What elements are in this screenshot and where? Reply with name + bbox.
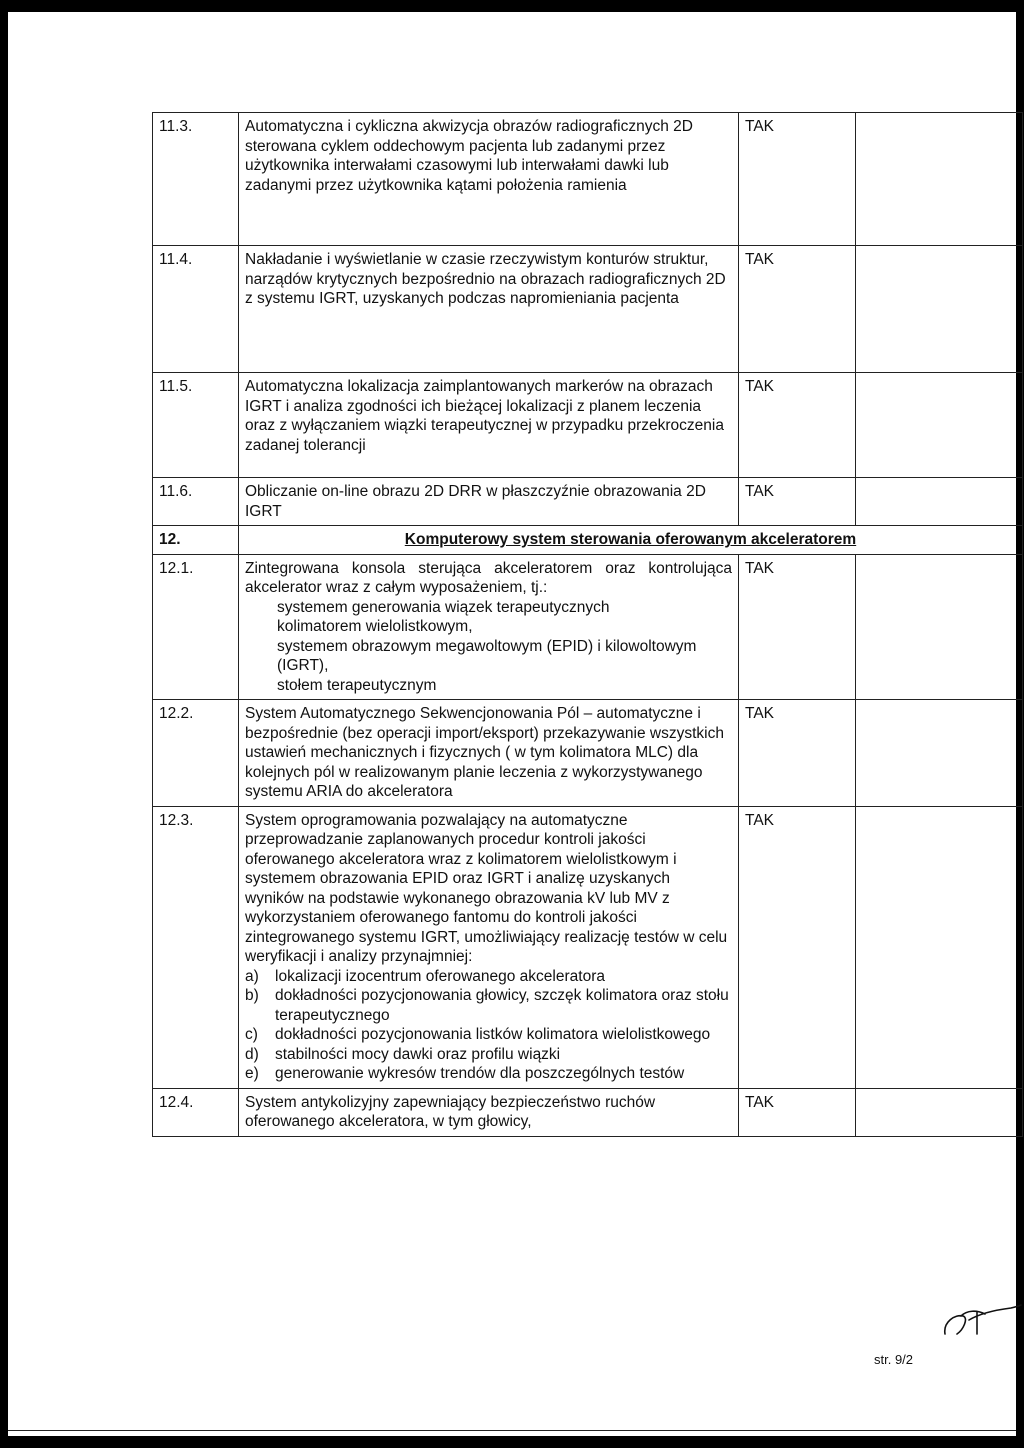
list-item-text: stabilności mocy dawki oraz profilu wiązki bbox=[275, 1045, 561, 1063]
row-value: TAK bbox=[739, 1088, 856, 1136]
table-row bbox=[153, 113, 1023, 246]
list-item bbox=[245, 1064, 732, 1084]
list-item: kolimatorem wielolistkowym, bbox=[277, 618, 473, 635]
list-item: systemem generowania wiązek terapeutycznych bbox=[277, 598, 610, 616]
row-number: 12.1. bbox=[153, 554, 239, 700]
row-value: TAK bbox=[739, 373, 856, 478]
table-row bbox=[153, 806, 1023, 1088]
row-empty-cell bbox=[856, 478, 1023, 526]
list-item bbox=[245, 1025, 732, 1045]
row-empty-cell bbox=[856, 246, 1023, 373]
specification-table bbox=[152, 112, 1023, 1137]
component-list bbox=[245, 598, 732, 696]
list-item-text: lokalizacji izocentrum oferowanego akceleratora bbox=[275, 967, 605, 985]
row-value: TAK bbox=[739, 246, 856, 373]
list-marker: d) bbox=[245, 1045, 259, 1063]
document-page bbox=[8, 12, 1016, 1436]
row-empty-cell bbox=[856, 554, 1023, 700]
table-row bbox=[153, 1088, 1023, 1136]
list-item: systemem obrazowym megawoltowym (EPID) i kilowoltowym (IGRT), bbox=[277, 637, 697, 674]
row-description: Automatyczna lokalizacja zaimplantowanych markerów na obrazach IGRT i analiza zgodności ich bieżącej lokalizacji z planem leczenia oraz z wyłączaniem wiązki terapeutycznej w przypadku przekroczenia zadanej tolerancji bbox=[239, 373, 739, 478]
table-row bbox=[153, 700, 1023, 807]
row-empty-cell bbox=[856, 806, 1023, 1088]
table-row bbox=[153, 478, 1023, 526]
row-empty-cell bbox=[856, 700, 1023, 807]
row-description: Obliczanie on-line obrazu 2D DRR w płaszczyźnie obrazowania 2D IGRT bbox=[239, 478, 739, 526]
row-number: 11.6. bbox=[153, 478, 239, 526]
handwritten-signature bbox=[933, 1300, 1023, 1350]
page-number: str. 9/2 bbox=[874, 1352, 914, 1367]
test-list bbox=[245, 967, 732, 1084]
row-description: Nakładanie i wyświetlanie w czasie rzeczywistym konturów struktur, narządów krytycznych bezpośrednio na obrazach radiograficznych 2D z systemu IGRT, uzyskanych podczas napromieniania pacjenta bbox=[239, 246, 739, 373]
list-item-text: dokładności pozycjonowania głowicy, szczęk kolimatora oraz stołu terapeutycznego bbox=[275, 987, 729, 1024]
row-value: TAK bbox=[739, 700, 856, 807]
section-number: 12. bbox=[153, 526, 239, 555]
row-value: TAK bbox=[739, 478, 856, 526]
row-description: System Automatycznego Sekwencjonowania Pól – automatyczne i bezpośrednie (bez operacji import/eksport) przekazywanie wszystkich ustawień mechanicznych i fizycznych ( w tym kolimatora MLC) dla kolejnych pól w realizowanym planie leczenia z wykorzystywanego systemu ARIA do akceleratora bbox=[239, 700, 739, 807]
row-empty-cell bbox=[856, 373, 1023, 478]
footer-divider bbox=[8, 1430, 1016, 1431]
row-empty-cell bbox=[856, 1088, 1023, 1136]
row-value: TAK bbox=[739, 554, 856, 700]
row-number: 12.3. bbox=[153, 806, 239, 1088]
row-number: 11.4. bbox=[153, 246, 239, 373]
list-marker: e) bbox=[245, 1065, 259, 1082]
list-item-text: dokładności pozycjonowania listków kolimatora wielolistkowego bbox=[275, 1026, 711, 1043]
row-description: System antykolizyjny zapewniający bezpieczeństwo ruchów oferowanego akceleratora, w tym głowicy, bbox=[239, 1088, 739, 1136]
list-item bbox=[245, 967, 732, 987]
row-empty-cell bbox=[856, 113, 1023, 246]
list-marker: a) bbox=[245, 967, 259, 985]
row-number: 12.4. bbox=[153, 1088, 239, 1136]
table-row bbox=[153, 246, 1023, 373]
list-item bbox=[245, 1045, 732, 1065]
row-description bbox=[239, 554, 739, 700]
list-item-text: generowanie wykresów trendów dla poszczególnych testów bbox=[275, 1065, 685, 1082]
list-marker: b) bbox=[245, 987, 259, 1004]
table-row bbox=[153, 554, 1023, 700]
section-heading-row bbox=[153, 526, 1023, 555]
row-description: Automatyczna i cykliczna akwizycja obrazów radiograficznych 2D sterowana cyklem oddechowym pacjenta lub zadanymi przez użytkownika interwałami czasowymi lub interwałami dawki lub zadanymi przez użytkownika kątami położenia ramienia bbox=[239, 113, 739, 246]
list-item bbox=[245, 986, 732, 1025]
table-row bbox=[153, 373, 1023, 478]
list-item: stołem terapeutycznym bbox=[277, 676, 437, 694]
row-description-text: System oprogramowania pozwalający na automatyczne przeprowadzanie zaplanowanych procedur kontroli jakości oferowanego akceleratora wraz z kolimatorem wielolistkowym i systemem obrazowania EPID oraz IGRT i analizę uzyskanych wyników na podstawie wykonanego obrazowania kV lub MV z wykorzystaniem oferowanego fantomu do kontroli jakości zintegrowanego systemu IGRT, umożliwiający realizację testów w celu weryfikacji i analizy przynajmniej: bbox=[245, 811, 728, 965]
row-description bbox=[239, 806, 739, 1088]
section-title: Komputerowy system sterowania oferowanym akceleratorem bbox=[239, 526, 1023, 555]
row-number: 11.3. bbox=[153, 113, 239, 246]
row-description-text: Zintegrowana konsola sterująca akceleratorem oraz kontrolująca akcelerator wraz z całym wyposażeniem, tj.: bbox=[245, 559, 732, 596]
row-value: TAK bbox=[739, 113, 856, 246]
row-number: 11.5. bbox=[153, 373, 239, 478]
row-number: 12.2. bbox=[153, 700, 239, 807]
row-value: TAK bbox=[739, 806, 856, 1088]
list-marker: c) bbox=[245, 1026, 258, 1043]
